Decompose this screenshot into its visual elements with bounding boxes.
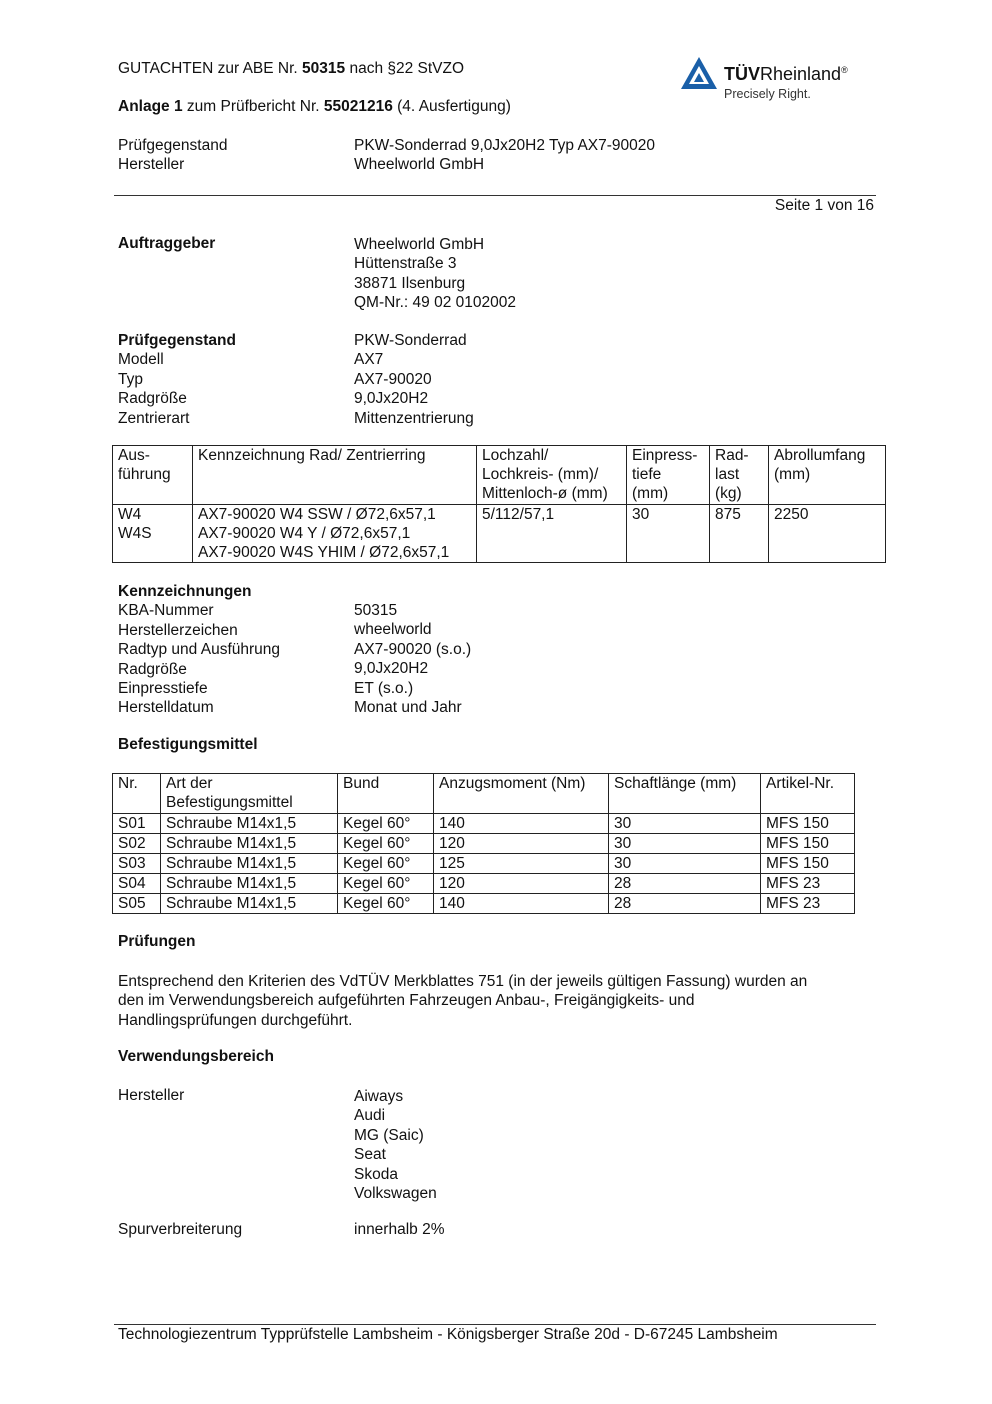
list-item: Volkswagen [354, 1185, 437, 1203]
tuv-logo [680, 56, 880, 106]
table-cell: MFS 150 [761, 834, 855, 854]
table-cell: Schraube M14x1,5 [161, 894, 338, 914]
table-cell: Kegel 60° [338, 814, 434, 834]
befestigungsmittel-heading: Befestigungsmittel [118, 736, 258, 753]
verwendungsbereich-heading: Verwendungsbereich [118, 1048, 274, 1065]
field-value: 9,0Jx20H2 [354, 390, 429, 408]
table-header-cell: Einpress- tiefe (mm) [627, 446, 710, 505]
field-value: ET (s.o.) [354, 679, 414, 697]
field-value: AX7-90020 (s.o.) [354, 640, 472, 658]
field-value: AX7-90020 [354, 370, 432, 388]
table-cell: Kegel 60° [338, 894, 434, 914]
table-header-cell: Aus- führung [113, 446, 193, 505]
pruefungen-heading: Prüfungen [118, 933, 196, 950]
table-header-cell: Lochzahl/ Lochkreis- (mm)/ Mittenloch-ø (mm) [477, 446, 627, 505]
footer-divider [114, 1324, 876, 1325]
table-header-cell: Rad- last (kg) [710, 446, 769, 505]
footer-text: Technologiezentrum Typprüfstelle Lambsheim - Königsberger Straße 20d - D-67245 Lambsheim [118, 1326, 778, 1343]
table-row [113, 814, 855, 834]
page-info: Seite 1 von 16 [774, 197, 874, 214]
table-cell: S03 [113, 854, 161, 874]
field-label: Einpresstiefe [118, 680, 208, 698]
pruefungen-paragraph [118, 972, 878, 1030]
field-label: Typ [118, 370, 143, 388]
field-label: Radtyp und Ausführung [118, 641, 281, 659]
table-header-cell: Schaftlänge (mm) [609, 774, 761, 814]
logo-brand-bold: TÜV [724, 64, 760, 84]
table-cell: S05 [113, 894, 161, 914]
address-line: 38871 Ilsenburg [354, 274, 466, 292]
pruefgegenstand-labels [118, 331, 236, 428]
list-item: Aiways [354, 1088, 404, 1105]
table-cell: Schraube M14x1,5 [161, 814, 338, 834]
paragraph-line: den im Verwendungsbereich aufgeführten Fahrzeugen Anbau-, Freigängigkeits- und [118, 992, 695, 1010]
table-cell: 5/112/57,1 [477, 505, 627, 563]
header-hersteller-value: Wheelworld GmbH [354, 156, 485, 173]
field-label: Herstellerzeichen [118, 621, 238, 639]
logo-brand-rest: Rheinland [760, 64, 842, 84]
auftraggeber-address [354, 235, 516, 313]
header-pruef-value: PKW-Sonderrad 9,0Jx20H2 Typ AX7-90020 [354, 137, 656, 154]
list-item: MG (Saic) [354, 1126, 424, 1144]
table-cell: MFS 150 [761, 814, 855, 834]
table-header-cell: Bund [338, 774, 434, 814]
table-cell: S02 [113, 834, 161, 854]
kennzeichnungen-labels [118, 582, 280, 718]
spurverbreiterung-value: innerhalb 2% [354, 1221, 445, 1238]
table-row [113, 894, 855, 914]
table-header-cell: Nr. [113, 774, 161, 814]
spurverbreiterung-label: Spurverbreiterung [118, 1221, 243, 1238]
befestigungsmittel-table [112, 773, 855, 914]
auftraggeber-heading: Auftraggeber [118, 235, 216, 252]
table-row [113, 874, 855, 894]
table-cell: Kegel 60° [338, 874, 434, 894]
table-cell: S01 [113, 814, 161, 834]
anlage-line: Anlage 1 zum Prüfbericht Nr. 55021216 (4. Ausfertigung) [118, 98, 511, 115]
table-row [113, 834, 855, 854]
table-cell: 30 [627, 505, 710, 563]
report-number: 55021216 [323, 98, 393, 115]
table-cell: 875 [710, 505, 769, 563]
field-value: 9,0Jx20H2 [354, 660, 429, 678]
address-line: Wheelworld GmbH [354, 236, 485, 253]
table-cell: Schraube M14x1,5 [161, 874, 338, 894]
field-label: Radgröße [118, 390, 187, 408]
table-header-cell: Artikel-Nr. [761, 774, 855, 814]
table-cell: MFS 23 [761, 874, 855, 894]
table-cell: MFS 150 [761, 854, 855, 874]
header-hersteller-label: Hersteller [118, 156, 185, 173]
table-row [113, 505, 886, 563]
table-cell: 28 [609, 894, 761, 914]
address-line: Hüttenstraße 3 [354, 255, 457, 273]
tuv-triangle-icon [680, 56, 718, 90]
table-cell: Kegel 60° [338, 854, 434, 874]
table-cell: Schraube M14x1,5 [161, 834, 338, 854]
abe-number: 50315 [302, 60, 346, 77]
table-cell: S04 [113, 874, 161, 894]
kennzeichnungen-values [354, 601, 471, 717]
field-value: Monat und Jahr [354, 699, 462, 717]
table-cell: 120 [434, 874, 609, 894]
field-value: PKW-Sonderrad [354, 332, 467, 349]
table-cell: Kegel 60° [338, 834, 434, 854]
table-cell: 30 [609, 854, 761, 874]
verwendungsbereich-hersteller-label: Hersteller [118, 1087, 185, 1104]
field-value: AX7 [354, 351, 384, 369]
header-pruef-label: Prüfgegenstand [118, 137, 228, 154]
table-cell: MFS 23 [761, 894, 855, 914]
logo-tagline: Precisely Right. [724, 87, 811, 101]
paragraph-line: Handlingsprüfungen durchgeführt. [118, 1011, 353, 1029]
table-header-row [113, 446, 886, 505]
table-header-cell: Abrollumfang (mm) [769, 446, 886, 505]
table-cell: 2250 [769, 505, 886, 563]
table-header-row [113, 774, 855, 814]
ausfuehrung-table [112, 445, 886, 563]
hersteller-list [354, 1087, 437, 1203]
table-cell: 30 [609, 834, 761, 854]
paragraph-line: Entsprechend den Kriterien des VdTÜV Merkblattes 751 (in der jeweils gültigen Fassung) wurden an [118, 973, 808, 990]
table-cell: 30 [609, 814, 761, 834]
field-label: Herstelldatum [118, 699, 214, 717]
field-label: Modell [118, 351, 164, 369]
document-title: GUTACHTEN zur ABE Nr. 50315 nach §22 StVZO [118, 60, 465, 77]
table-cell: W4 W4S [113, 505, 193, 563]
pruefgegenstand-values [354, 331, 474, 428]
table-cell: 140 [434, 814, 609, 834]
table-header-cell: Art der Befestigungsmittel [161, 774, 338, 814]
address-line: QM-Nr.: 49 02 0102002 [354, 294, 516, 312]
field-value: Mittenzentrierung [354, 409, 474, 427]
kennzeichnungen-heading: Kennzeichnungen [118, 583, 252, 600]
logo-registered: ® [841, 65, 848, 75]
table-cell: AX7-90020 W4 SSW / Ø72,6x57,1 AX7-90020 W4 Y / Ø72,6x57,1 AX7-90020 W4S YHIM / Ø72,6x57,1 [193, 505, 477, 563]
field-label: Radgröße [118, 660, 187, 678]
list-item: Skoda [354, 1165, 398, 1183]
list-item: Seat [354, 1146, 386, 1164]
pruefgegenstand-heading: Prüfgegenstand [118, 332, 236, 349]
field-value: wheelworld [354, 621, 432, 639]
field-label: Zentrierart [118, 409, 190, 427]
list-item: Audi [354, 1107, 386, 1125]
table-header-cell: Anzugsmoment (Nm) [434, 774, 609, 814]
table-cell: 125 [434, 854, 609, 874]
field-value: 50315 [354, 602, 398, 619]
header-divider [114, 195, 876, 196]
table-cell: Schraube M14x1,5 [161, 854, 338, 874]
field-label: KBA-Nummer [118, 602, 214, 620]
table-row [113, 854, 855, 874]
table-header-cell: Kennzeichnung Rad/ Zentrierring [193, 446, 477, 505]
table-cell: 120 [434, 834, 609, 854]
table-cell: 28 [609, 874, 761, 894]
table-cell: 140 [434, 894, 609, 914]
